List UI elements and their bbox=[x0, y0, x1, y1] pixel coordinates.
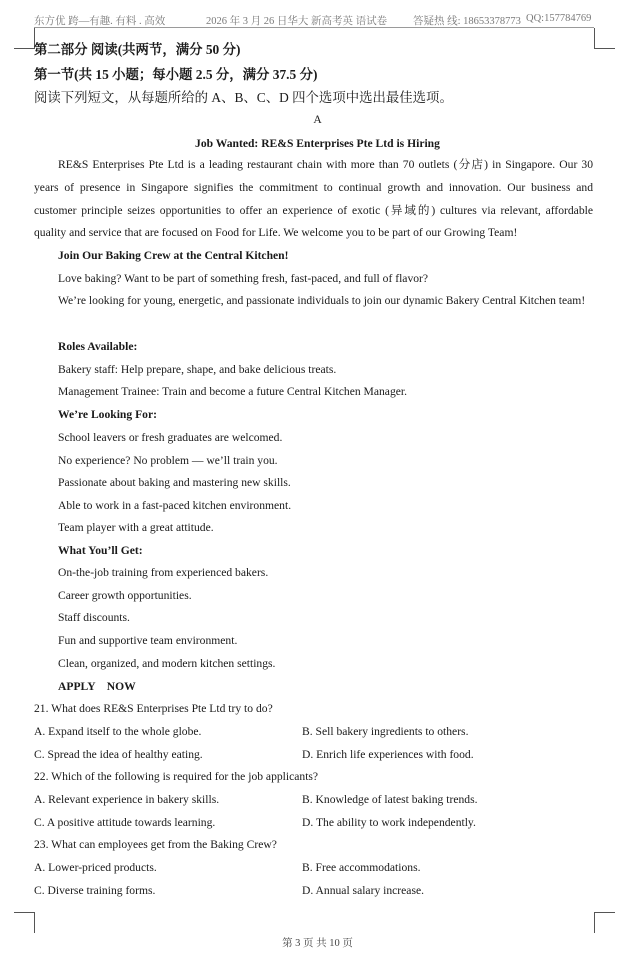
benefit-item: Staff discounts. bbox=[58, 611, 130, 624]
intro-paragraph: RE&S Enterprises Pte Ltd is a leading restaurant chain with more than 70 outlets (分店) in Singapore. Our 30 years of presence in Singapore signifies the commitment to continual growth and innovation. Our business and customer principle seizes opportunities to offer an experience of exotic (异域的) cultures via relevant, affordable quality and service that are focused on Food for Life. We welcome you to be part of our Growing Team! bbox=[34, 158, 593, 240]
option-23-b: B. Free accommodations. bbox=[302, 861, 421, 874]
header-exam-title: 2026 年 3 月 26 日华大 新高考英 语试卷 bbox=[206, 16, 388, 27]
requirement-item: Able to work in a fast-paced kitchen environment. bbox=[58, 499, 292, 512]
passage-title: Job Wanted: RE&S Enterprises Pte Ltd is Hiring bbox=[195, 137, 440, 150]
page-number: 第 3 页 共 10 页 bbox=[282, 938, 353, 949]
roles-heading: Roles Available: bbox=[58, 340, 138, 353]
benefits-heading: What You’ll Get: bbox=[58, 544, 143, 557]
benefit-item: Clean, organized, and modern kitchen settings. bbox=[58, 657, 276, 670]
header-hotline: 答疑热 线: 18653378773 bbox=[413, 16, 521, 27]
requirement-item: No experience? No problem — we’ll train you. bbox=[58, 454, 278, 467]
part-title: 第二部分 阅读(共两节，满分 50 分) bbox=[34, 42, 241, 57]
looking-for-people-paragraph: We’re looking for young, energetic, and passionate individuals to join our dynamic Bakery Central Kitchen team! bbox=[58, 294, 586, 307]
option-21-c: C. Spread the idea of healthy eating. bbox=[34, 748, 203, 761]
question-stem-21: 21. What does RE&S Enterprises Pte Ltd try to do? bbox=[34, 702, 273, 715]
header-slogan: 东方优 跨—有趣. 有料 . 高效 bbox=[34, 16, 166, 27]
passage-label: A bbox=[313, 113, 322, 126]
crop-mark-bottom-right bbox=[594, 912, 615, 933]
option-21-a: A. Expand itself to the whole globe. bbox=[34, 725, 202, 738]
love-baking-line: Love baking? Want to be part of something fresh, fast-paced, and full of flavor? bbox=[58, 272, 429, 285]
role-item: Bakery staff: Help prepare, shape, and bake delicious treats. bbox=[58, 363, 337, 376]
option-21-d: D. Enrich life experiences with food. bbox=[302, 748, 474, 761]
page-header bbox=[34, 13, 594, 28]
question-stem-23: 23. What can employees get from the Baking Crew? bbox=[34, 838, 277, 851]
option-23-d: D. Annual salary increase. bbox=[302, 884, 425, 897]
looking-heading: We’re Looking For: bbox=[58, 408, 157, 421]
benefit-item: Career growth opportunities. bbox=[58, 589, 192, 602]
option-22-c: C. A positive attitude towards learning. bbox=[34, 816, 216, 829]
crop-mark-top-left bbox=[14, 28, 35, 49]
apply-now: APPLY NOW bbox=[58, 680, 136, 693]
requirement-item: Passionate about baking and mastering new skills. bbox=[58, 476, 291, 489]
benefit-item: On-the-job training from experienced bakers. bbox=[58, 566, 269, 579]
subsection-title: 第一节(共 15 小题；每小题 2.5 分，满分 37.5 分) bbox=[34, 67, 318, 82]
crop-mark-top-right bbox=[594, 28, 615, 49]
option-22-b: B. Knowledge of latest baking trends. bbox=[302, 793, 478, 806]
header-qq: QQ:157784769 bbox=[526, 13, 592, 24]
instruction: 阅读下列短文，从每题所给的 A、B、C、D 四个选项中选出最佳选项。 bbox=[34, 90, 453, 105]
requirement-item: Team player with a great attitude. bbox=[58, 521, 214, 534]
option-22-d: D. The ability to work independently. bbox=[302, 816, 476, 829]
option-21-b: B. Sell bakery ingredients to others. bbox=[302, 725, 469, 738]
benefit-item: Fun and supportive team environment. bbox=[58, 634, 238, 647]
option-23-c: C. Diverse training forms. bbox=[34, 884, 156, 897]
question-stem-22: 22. Which of the following is required for the job applicants? bbox=[34, 770, 319, 783]
requirement-item: School leavers or fresh graduates are welcomed. bbox=[58, 431, 283, 444]
crop-mark-bottom-left bbox=[14, 912, 35, 933]
option-23-a: A. Lower-priced products. bbox=[34, 861, 157, 874]
role-item: Management Trainee: Train and become a future Central Kitchen Manager. bbox=[58, 385, 408, 398]
crew-heading: Join Our Baking Crew at the Central Kitchen! bbox=[58, 249, 289, 262]
option-22-a: A. Relevant experience in bakery skills. bbox=[34, 793, 220, 806]
